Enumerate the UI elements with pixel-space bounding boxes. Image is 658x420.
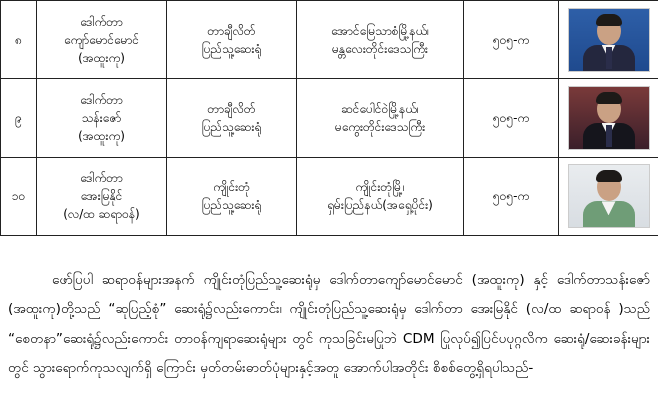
address-line: ကျိုင်းတုံမြို့၊ [355, 180, 405, 195]
code [464, 79, 559, 157]
hospital-name [167, 79, 297, 157]
doctor-name-line: (လ/ထ ဆရာဝန်) [63, 207, 140, 222]
row-number [1, 157, 37, 235]
code-line: ၅၀၅-က [492, 32, 530, 47]
doctor-name [37, 157, 167, 235]
hospital-name-line: ပြည်သူ့ဆေးရုံ [201, 119, 262, 134]
doctor-name-line: ဒေါက်တာ [80, 14, 123, 29]
doctor-photo [568, 86, 650, 150]
code [464, 1, 559, 79]
row-number-line: ၉ [15, 110, 22, 125]
hospital-name [167, 157, 297, 235]
doctor-name-line: ကျော်မောင်မောင် [63, 32, 139, 47]
photo-cell [559, 1, 658, 79]
photo-cell [559, 79, 658, 157]
hospital-name-line: ပြည်သူ့ဆေးရုံ [201, 198, 262, 213]
address-line: မကွေးတိုင်းဒေသကြီး [334, 119, 426, 134]
address [297, 157, 464, 235]
address-line: မန္တလေးတိုင်းဒေသကြီး [332, 41, 428, 56]
address [297, 1, 464, 79]
address-line: ရှမ်းပြည်နယ်(အရှေ့ပိုင်း) [327, 198, 433, 213]
hospital-name [167, 1, 297, 79]
code [464, 157, 559, 235]
doctor-name-line: သန်းဇော် [81, 110, 122, 125]
doctor-name [37, 1, 167, 79]
row-number [1, 1, 37, 79]
hospital-name-line: တာချီလိတ် [207, 101, 256, 116]
row-number [1, 79, 37, 157]
doctor-name-line: ဒေါက်တာ [80, 171, 123, 186]
code-line: ၅၀၅-က [492, 189, 530, 204]
address-line: အောင်မြေသာစံမြို့နယ်၊ [330, 23, 430, 38]
hospital-name-line: ပြည်သူ့ဆေးရုံ [201, 41, 262, 56]
table-row [1, 79, 658, 157]
address [297, 79, 464, 157]
hospital-name-line: တာချီလိတ် [207, 23, 256, 38]
table-row [1, 1, 658, 79]
doctor-name-line: အေးမြနိုင် [80, 189, 123, 204]
doctor-name-line: ဒေါက်တာ [80, 92, 123, 107]
row-number-line: ၁၀ [11, 189, 26, 204]
hospital-name-line: ကျိုင်းတုံ [213, 180, 250, 195]
doctor-photo [568, 164, 650, 228]
row-number-line: ၈ [15, 32, 22, 47]
doctor-photo [568, 8, 650, 72]
address-line: ဆင်ပေါင်ဝဲမြို့နယ်၊ [341, 101, 419, 116]
photo-cell [559, 157, 658, 235]
table-row [1, 157, 658, 235]
doctor-name-line: (အထူးကု) [78, 50, 125, 65]
code-line: ၅၀၅-က [492, 110, 530, 125]
body-paragraph: ဖော်ပြပါ ဆရာဝန်များအနက် ကျိုင်းတုံပြည်သူ့ဆေးရုံမှ ဒေါက်တာကျော်မောင်မောင် (အထူးကု) နှင့် ဒေါက်တာသန်းဇော် (အထူးကု)တို့သည် “ဆုပြည့်စုံ” ဆေးရုံ၌လည်းကောင်း၊ ကျိုင်းတုံပြည်သူ့ဆေးရုံမှ ဒေါက်တာ အေးမြနိုင် (လ/ထ ဆရာဝန် )သည် “စေတနာ”ဆေးရုံ၌လည်းကောင်း တာဝန်ကျရာဆေးရုံများ တွင် ကုသခြင်းမပြုဘဲ CDM ပြုလုပ်၍ပြင်ပပုဂ္ဂလိက ဆေးရုံ/ဆေးခန်းများတွင် သွားရောက်ကုသလျက်ရှိ ကြောင်း မှတ်တမ်းဓာတ်ပုံများနှင့်အတူ အောက်ပါအတိုင်း စိစစ်တွေ့ရှိရပါသည်- [8, 271, 650, 377]
doctor-name [37, 79, 167, 157]
doctor-name-line: (အထူးကု) [78, 128, 125, 143]
